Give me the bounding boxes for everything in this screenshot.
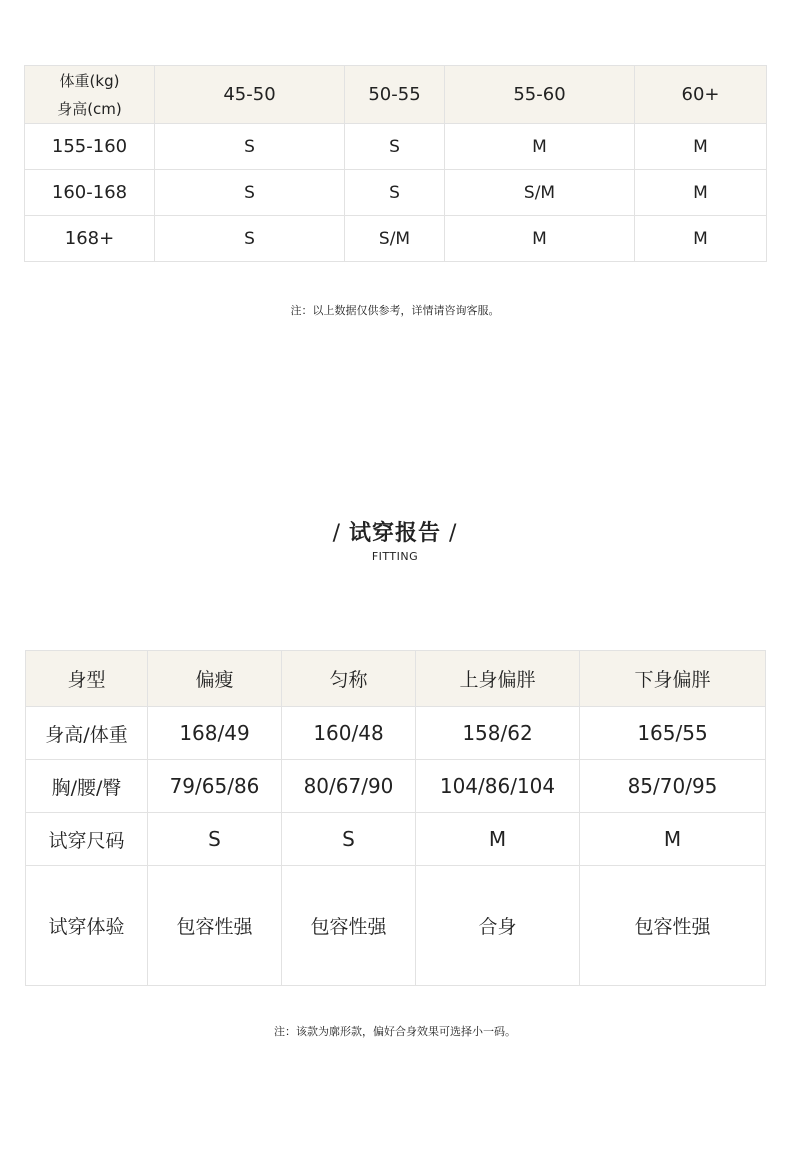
size-cell: M [635,216,767,262]
size-cell: S [155,216,345,262]
title-slash-right: / [449,521,458,546]
size-cell: M [445,216,635,262]
row-label: 试穿尺码 [26,813,148,866]
weight-range-header: 45-50 [155,66,345,124]
body-type-column-header: 偏瘦 [148,651,282,707]
size-chart-row [25,170,767,216]
fitting-cell: M [416,813,580,866]
title-slash-left: / [332,521,341,546]
fitting-cell: 158/62 [416,707,580,760]
fitting-subtitle: FITTING [371,550,419,563]
size-chart-table [24,65,767,262]
body-type-column-header: 上身偏胖 [416,651,580,707]
height-axis-label: 身高(cm) [57,99,122,118]
fitting-report-table [25,650,766,986]
fitting-row-measurements [26,760,766,813]
fitting-cell: S [148,813,282,866]
fitting-cell: M [580,813,766,866]
fitting-row-size [26,813,766,866]
fitting-row-height-weight [26,707,766,760]
size-cell: S [155,124,345,170]
size-cell: S/M [445,170,635,216]
fitting-row-experience [26,866,766,986]
weight-axis-label: 体重(kg) [59,71,120,90]
size-chart-row [25,216,767,262]
row-label: 试穿体验 [26,866,148,986]
height-range-cell: 168+ [25,216,155,262]
fitting-cell: 合身 [416,866,580,986]
fitting-cell: 79/65/86 [148,760,282,813]
body-type-header: 身型 [26,651,148,707]
fitting-cell: 165/55 [580,707,766,760]
row-label: 胸/腰/臀 [26,760,148,813]
fitting-cell: 包容性强 [282,866,416,986]
row-label: 身高/体重 [26,707,148,760]
fitting-cell: 104/86/104 [416,760,580,813]
size-cell: M [445,124,635,170]
fitting-cell: 168/49 [148,707,282,760]
fitting-header-row [26,651,766,707]
fitting-cell: 160/48 [282,707,416,760]
weight-range-header: 50-55 [345,66,445,124]
fitting-cell: 85/70/95 [580,760,766,813]
body-type-column-header: 下身偏胖 [580,651,766,707]
size-cell: M [635,170,767,216]
fitting-title-text: 试穿报告 [348,521,441,546]
size-chart-corner-cell [25,66,155,124]
size-cell: M [635,124,767,170]
height-range-cell: 160-168 [25,170,155,216]
fitting-cell: S [282,813,416,866]
size-cell: S [155,170,345,216]
size-chart-header-row [25,66,767,124]
fitting-cell: 80/67/90 [282,760,416,813]
height-range-cell: 155-160 [25,124,155,170]
fitting-cell: 包容性强 [148,866,282,986]
size-chart-note: 注：以上数据仅供参考，详情请咨询客服。 [290,304,500,317]
fitting-note: 注：该款为廓形款，偏好合身效果可选择小一码。 [274,1025,516,1038]
size-cell: S/M [345,216,445,262]
fitting-cell: 包容性强 [580,866,766,986]
size-cell: S [345,124,445,170]
fitting-section-title [0,516,790,547]
body-type-column-header: 匀称 [282,651,416,707]
size-chart-row [25,124,767,170]
weight-range-header: 60+ [635,66,767,124]
size-cell: S [345,170,445,216]
weight-range-header: 55-60 [445,66,635,124]
